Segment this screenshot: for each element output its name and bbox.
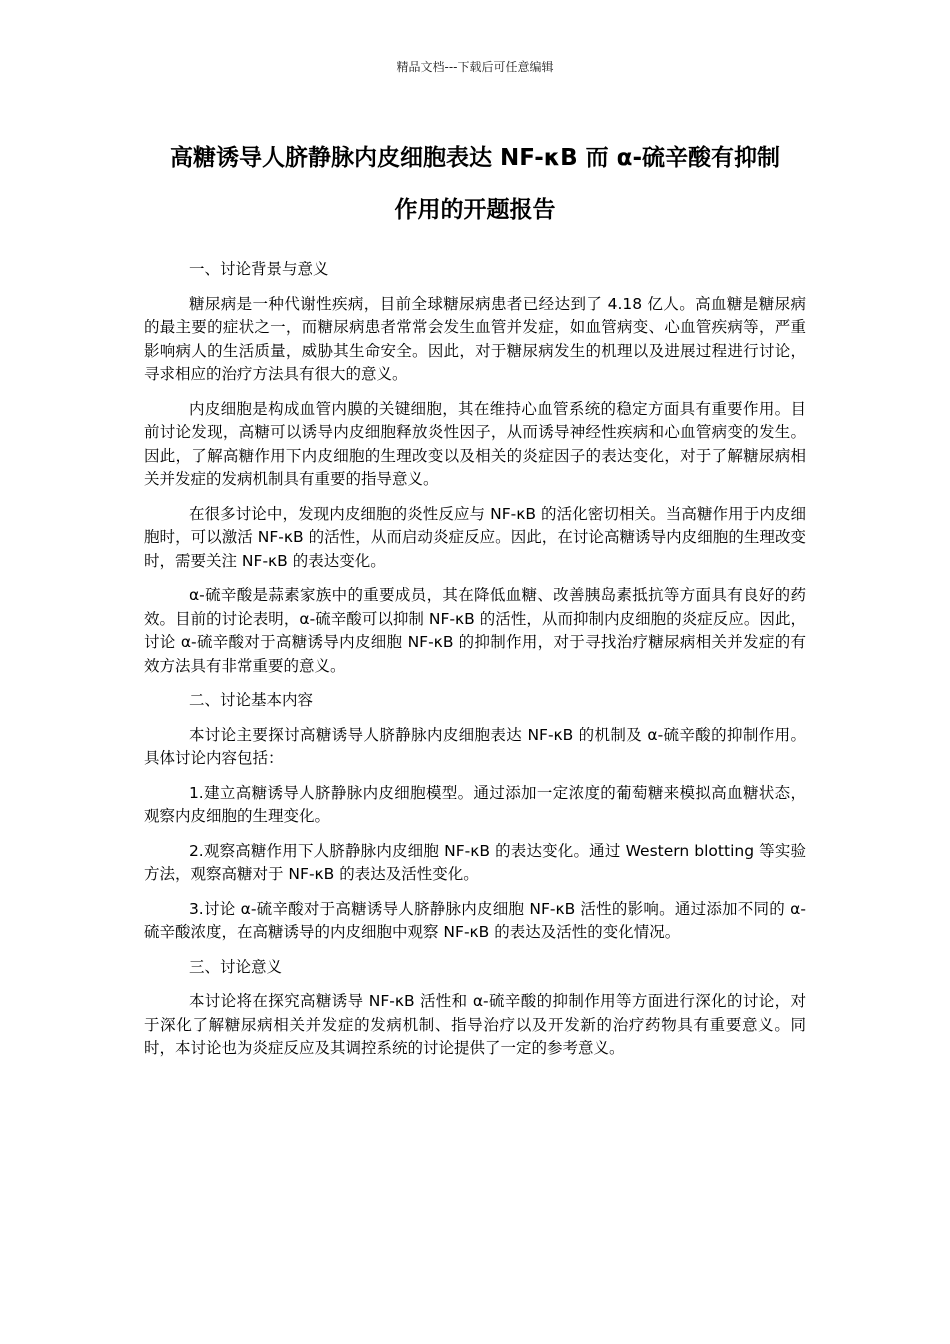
paragraph-endothelial-cells: 内皮细胞是构成血管内膜的关键细胞，其在维持心血管系统的稳定方面具有重要作用。目前讨论发现，高糖可以诱导内皮细胞释放炎性因子，从而诱导神经性疾病和心血管病变的发生。因此，了解高糖作用下内皮细胞的生理改变以及相关的炎症因子的表达变化，对于了解糖尿病相关并发症的发病机制具有重要的指导意义。: [144, 399, 806, 488]
list-item-3: 3.讨论 α-硫辛酸对于高糖诱导人脐静脉内皮细胞 NF-κB 活性的影响。通过添加不同的 α-硫辛酸浓度，在高糖诱导的内皮细胞中观察 NF-κB 的表达及活性的变化情况。: [144, 899, 806, 941]
section-heading-significance: 三、讨论意义: [188, 957, 282, 976]
section-heading-background: 一、讨论背景与意义: [188, 260, 329, 278]
document-title: [100, 132, 850, 236]
page-header: 精品文档---下载后可任意编辑: [396, 60, 554, 74]
section-heading-content: 二、讨论基本内容: [188, 691, 313, 709]
list-item-2: 2.观察高糖作用下人脐静脉内皮细胞 NF-κB 的表达变化。通过 Western blotting 等实验方法，观察高糖对于 NF-κB 的表达及活性变化。: [144, 841, 806, 883]
list-item-1: 1.建立高糖诱导人脐静脉内皮细胞模型。通过添加一定浓度的葡萄糖来模拟高血糖状态，观察内皮细胞的生理变化。: [144, 783, 806, 825]
paragraph-content-intro: 本讨论主要探讨高糖诱导人脐静脉内皮细胞表达 NF-κB 的机制及 α-硫辛酸的抑制作用。具体讨论内容包括：: [144, 725, 806, 767]
title-line-1: 高糖诱导人脐静脉内皮细胞表达 NF-κB 而 α-硫辛酸有抑制: [169, 145, 781, 171]
document-body: [144, 258, 806, 1072]
paragraph-diabetes-intro: 糖尿病是一种代谢性疾病，目前全球糖尿病患者已经达到了 4.18 亿人。高血糖是糖尿病的最主要的症状之一，而糖尿病患者常常会发生血管并发症，如血管病变、心血管疾病等，严重影响病人的生活质量，威胁其生命安全。因此，对于糖尿病发生的机理以及进展过程进行讨论，寻求相应的治疗方法具有很大的意义。: [144, 294, 806, 383]
paragraph-lipoic-acid: α-硫辛酸是蒜素家族中的重要成员，其在降低血糖、改善胰岛素抵抗等方面具有良好的药效。目前的讨论表明，α-硫辛酸可以抑制 NF-κB 的活性，从而抑制内皮细胞的炎症反应。因此，讨论 α-硫辛酸对于高糖诱导内皮细胞 NF-κB 的抑制作用，对于寻找治疗糖尿病相关并发症的有效方法具有非常重要的意义。: [144, 586, 806, 675]
paragraph-nfkb-activation: 在很多讨论中，发现内皮细胞的炎性反应与 NF-κB 的活化密切相关。当高糖作用于内皮细胞时，可以激活 NF-κB 的活性，从而启动炎症反应。因此，在讨论高糖诱导内皮细胞的生理改变时，需要关注 NF-κB 的表达变化。: [144, 504, 806, 570]
paragraph-significance: 本讨论将在探究高糖诱导 NF-κB 活性和 α-硫辛酸的抑制作用等方面进行深化的讨论，对于深化了解糖尿病相关并发症的发病机制、指导治疗以及开发新的治疗药物具有重要意义。同时，本讨论也为炎症反应及其调控系统的讨论提供了一定的参考意义。: [144, 992, 806, 1057]
title-line-2: 作用的开题报告: [394, 197, 556, 223]
